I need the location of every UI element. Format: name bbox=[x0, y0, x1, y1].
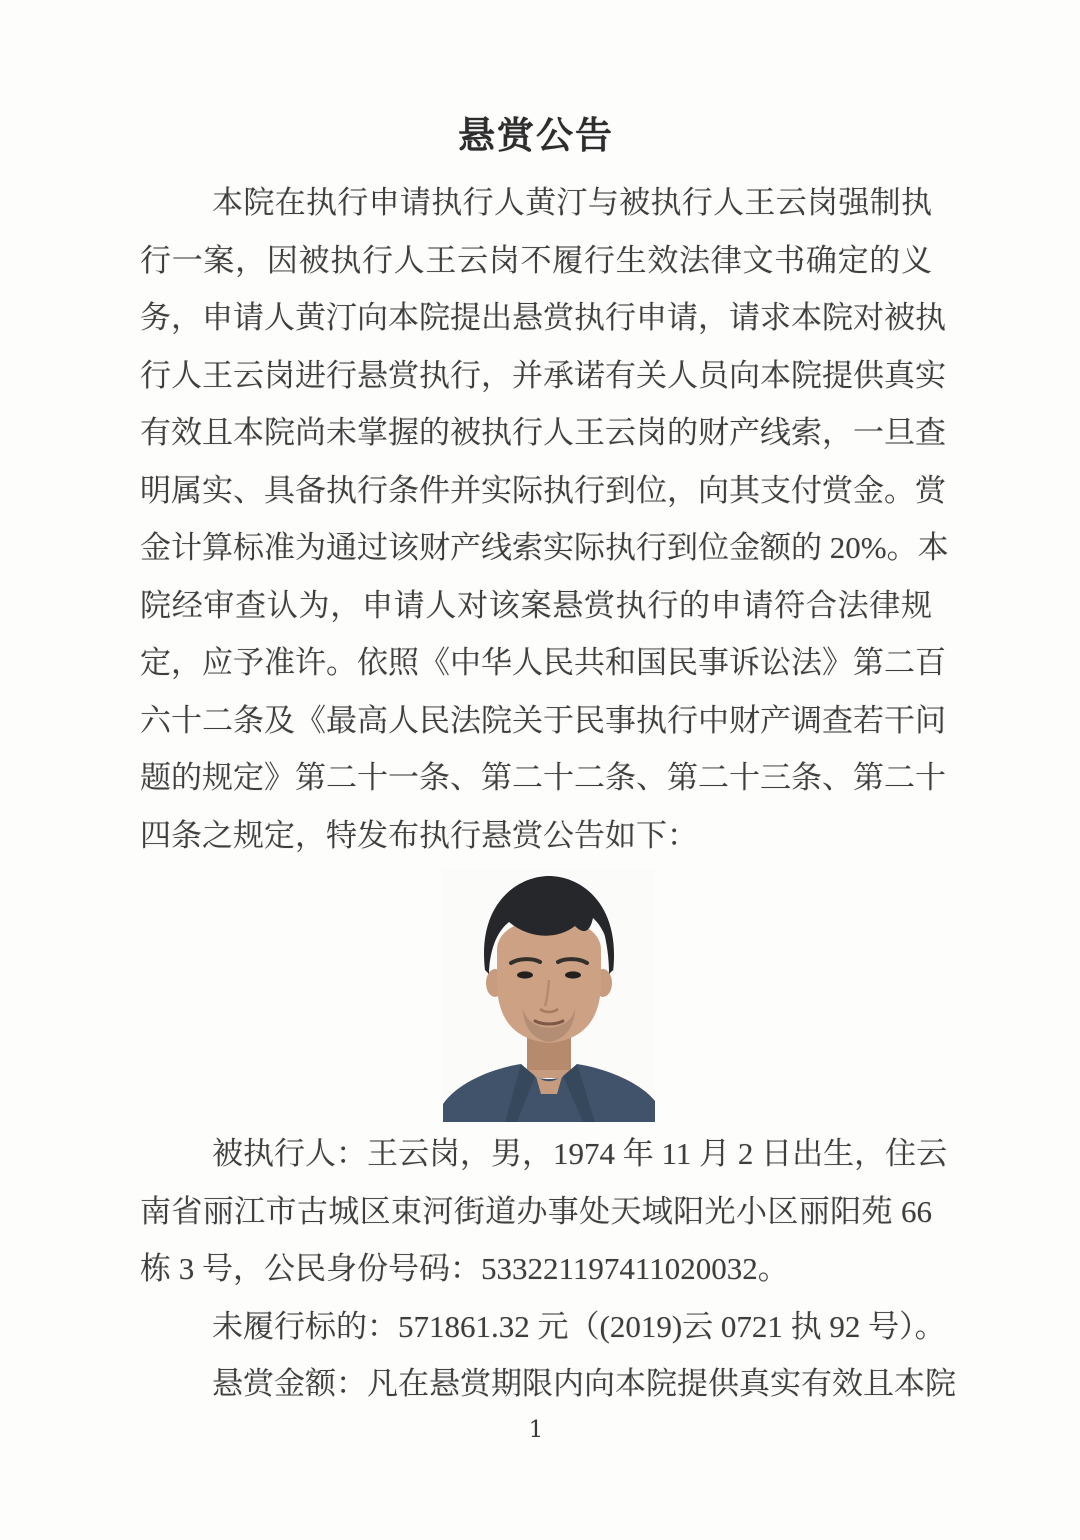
portrait-illustration bbox=[443, 870, 655, 1122]
text-line: 定，应予准许。依照《中华人民共和国民事诉讼法》第二百 bbox=[140, 645, 946, 680]
page-title: 悬赏公告 bbox=[458, 116, 614, 157]
text-line: 四条之规定，特发布执行悬赏公告如下： bbox=[140, 817, 698, 853]
text-line: 明属实、具备执行条件并实际执行到位，向其支付赏金。赏 bbox=[140, 472, 946, 508]
suspect-photo bbox=[443, 870, 655, 1122]
text-line: 南省丽江市古城区束河街道办事处天域阳光小区丽阳苑 66 bbox=[140, 1193, 932, 1229]
details-paragraph bbox=[140, 1125, 956, 1413]
text-line: 本院在执行申请执行人黄汀与被执行人王云岗强制执 bbox=[212, 185, 932, 220]
text-line: 被执行人：王云岗，男，1974 年 11 月 2 日出生，住云 bbox=[212, 1136, 948, 1171]
text-line: 悬赏金额：凡在悬赏期限内向本院提供真实有效且本院 bbox=[212, 1366, 956, 1401]
text-line: 未履行标的：571861.32 元（(2019)云 0721 执 92 号）。 bbox=[212, 1308, 946, 1344]
text-line: 栋 3 号，公民身份号码：533221197411020032。 bbox=[140, 1251, 789, 1286]
text-line: 题的规定》第二十一条、第二十二条、第二十三条、第二十 bbox=[140, 760, 946, 795]
text-line: 院经审查认为，申请人对该案悬赏执行的申请符合法律规 bbox=[140, 587, 932, 623]
text-line: 有效且本院尚未掌握的被执行人王云岗的财产线索，一旦查 bbox=[140, 415, 946, 450]
page-number: 1 bbox=[528, 1416, 544, 1443]
intro-paragraph bbox=[140, 174, 949, 864]
text-column bbox=[140, 114, 956, 1443]
text-line: 行一案，因被执行人王云岗不履行生效法律文书确定的义 bbox=[140, 242, 932, 278]
text-line: 行人王云岗进行悬赏执行，并承诺有关人员向本院提供真实 bbox=[140, 357, 946, 393]
text-line: 金计算标准为通过该财产线索实际执行到位金额的 20%。本 bbox=[140, 530, 949, 565]
text-line: 务，申请人黄汀向本院提出悬赏执行申请，请求本院对被执 bbox=[140, 300, 946, 335]
text-line: 六十二条及《最高人民法院关于民事执行中财产调查若干问 bbox=[140, 702, 946, 738]
